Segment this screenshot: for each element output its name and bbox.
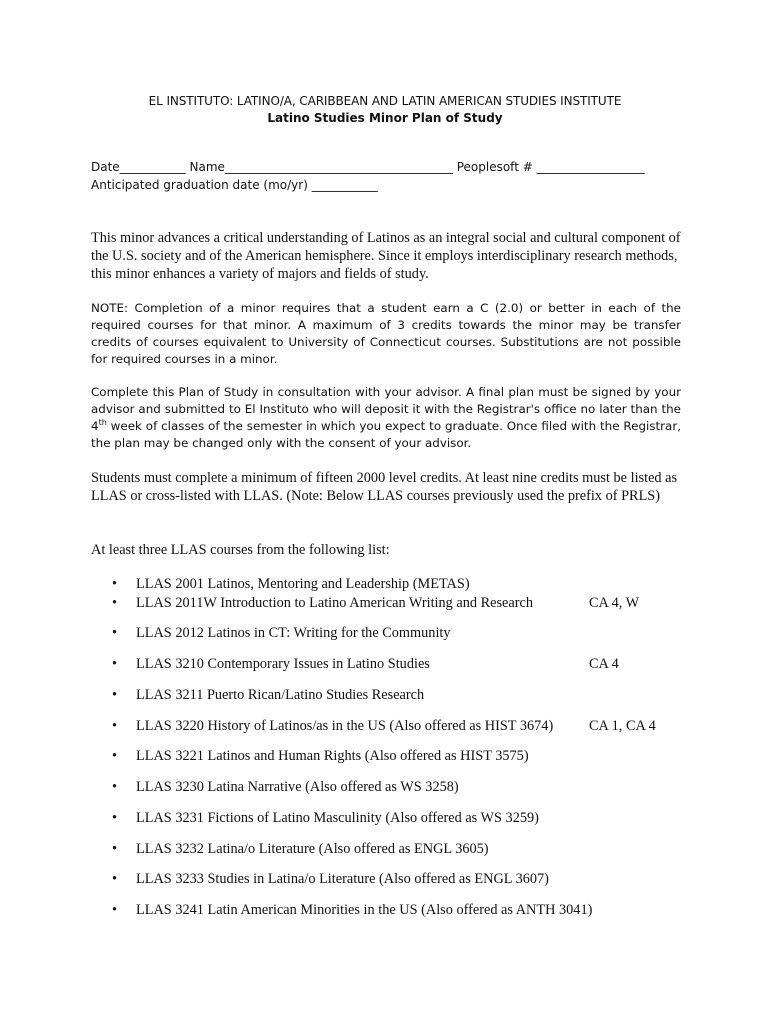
bullet-icon: • (112, 656, 118, 672)
course-list-heading: At least three LLAS courses from the following list: (91, 542, 390, 558)
bullet-icon: • (112, 871, 118, 887)
course-item (112, 839, 672, 859)
course-item (112, 808, 672, 828)
course-content-area: CA 1, CA 4 (589, 718, 656, 734)
course-title: LLAS 3211 Puerto Rican/Latino Studies Research (136, 687, 425, 703)
bullet-icon: • (112, 841, 118, 857)
bullet-icon: • (112, 595, 118, 611)
bullet-icon: • (112, 625, 118, 641)
bullet-icon: • (112, 810, 118, 826)
ordinal-suffix: th (98, 418, 107, 428)
bullet-icon: • (112, 779, 118, 795)
course-title: LLAS 3232 Latina/o Literature (Also offered as ENGL 3605) (136, 841, 489, 857)
bullet-icon: • (112, 718, 118, 734)
course-title: LLAS 2001 Latinos, Mentoring and Leadership (METAS) (136, 576, 470, 592)
graduation-date-field[interactable]: Anticipated graduation date (mo/yr) ___________ (91, 178, 378, 192)
course-item (112, 869, 672, 889)
course-item (112, 777, 672, 797)
bullet-icon: • (112, 902, 118, 918)
course-item (112, 593, 672, 613)
date-name-peoplesoft-fields[interactable]: Date___________ Name______________________________________ Peoplesoft # __________________ (91, 160, 645, 174)
instructions-paragraph (91, 384, 681, 452)
course-title: LLAS 3231 Fictions of Latino Masculinity (Also offered as WS 3259) (136, 810, 539, 826)
document-title: Latino Studies Minor Plan of Study (267, 111, 503, 125)
course-item (112, 574, 672, 594)
course-item (112, 685, 672, 705)
bullet-icon: • (112, 748, 118, 764)
instructions-text-start: Complete this Plan of Study in consultation with your advisor. A final plan must be signed by your advisor and submitted to El Instituto who will deposit it with the Registrar's office no later than the 4 (91, 385, 681, 433)
institute-title: EL INSTITUTO: LATINO/A, CARIBBEAN AND LATIN AMERICAN STUDIES INSTITUTE (148, 94, 622, 108)
requirements-paragraph: Students must complete a minimum of fifteen 2000 level credits. At least nine credits must be listed as LLAS or cross-listed with LLAS. (Note: Below LLAS courses previously used the prefix of PRLS) (91, 470, 678, 504)
course-title: LLAS 2011W Introduction to Latino American Writing and Research (136, 595, 533, 611)
course-title: LLAS 3210 Contemporary Issues in Latino Studies (136, 656, 430, 672)
course-item (112, 654, 672, 674)
course-title: LLAS 3230 Latina Narrative (Also offered as WS 3258) (136, 779, 459, 795)
intro-paragraph: This minor advances a critical understanding of Latinos as an integral social and cultural component of the U.S. society and of the American hemisphere. Since it employs interdisciplinary research methods, this minor enhances a variety of majors and fields of study. (91, 230, 681, 282)
course-title: LLAS 3233 Studies in Latina/o Literature (Also offered as ENGL 3607) (136, 871, 549, 887)
course-title: LLAS 3241 Latin American Minorities in the US (Also offered as ANTH 3041) (136, 902, 593, 918)
course-item (112, 623, 672, 643)
course-title: LLAS 2012 Latinos in CT: Writing for the Community (136, 625, 451, 641)
course-item (112, 716, 672, 736)
course-title: LLAS 3221 Latinos and Human Rights (Also offered as HIST 3575) (136, 748, 529, 764)
course-item (112, 746, 672, 766)
instructions-text-end: week of classes of the semester in which you expect to graduate. Once filed with the Registrar, the plan may be changed only with the consent of your advisor. (91, 419, 681, 450)
course-content-area: CA 4, W (589, 595, 640, 611)
bullet-icon: • (112, 687, 118, 703)
course-title: LLAS 3220 History of Latinos/as in the US (Also offered as HIST 3674) (136, 718, 554, 734)
course-content-area: CA 4 (589, 656, 619, 672)
note-paragraph: NOTE: Completion of a minor requires that a student earn a C (2.0) or better in each of the required courses for that minor. A maximum of 3 credits towards the minor may be transfer credits of courses equivalent to University of Connecticut courses. Substitutions are not possible for required courses in a minor. (91, 301, 681, 366)
course-item (112, 900, 672, 920)
bullet-icon: • (112, 576, 118, 592)
